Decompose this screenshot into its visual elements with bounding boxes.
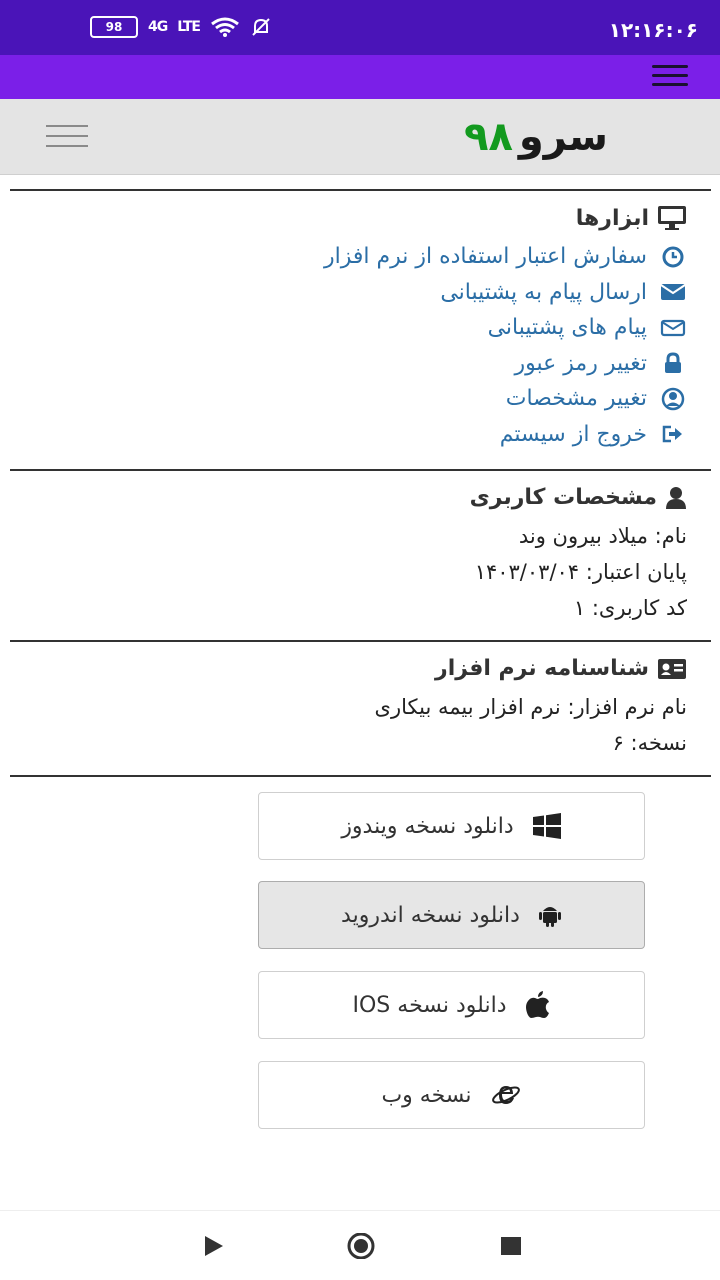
logout-link[interactable]	[34, 417, 687, 453]
software-version: نسخه: ۶	[612, 731, 687, 755]
signal-icon-2: LTE	[177, 19, 200, 35]
send-support-message-link[interactable]	[34, 275, 687, 311]
link-label: خروج از سیستم	[499, 421, 647, 447]
toggle-line	[46, 145, 88, 147]
user-code: کد کاربری: ۱	[573, 596, 687, 620]
battery-icon: 98	[90, 16, 138, 38]
software-info-heading	[34, 656, 687, 681]
android-icon	[538, 902, 562, 928]
system-nav-bar	[0, 1210, 720, 1280]
bell-muted-icon	[250, 16, 272, 38]
button-label: دانلود نسخه اندروید	[341, 902, 520, 928]
desktop-icon	[657, 205, 687, 231]
home-icon[interactable]	[344, 1233, 378, 1259]
sign-out-icon	[659, 424, 687, 444]
lock-icon	[659, 352, 687, 374]
button-label: نسخه وب	[381, 1082, 472, 1108]
software-info-title: شناسنامه نرم افزار	[435, 656, 649, 681]
support-messages-link[interactable]	[34, 310, 687, 346]
windows-icon	[532, 813, 562, 839]
back-icon[interactable]	[203, 1233, 225, 1259]
id-card-icon	[657, 658, 687, 680]
user-expiry: پایان اعتبار: ۱۴۰۳/۰۳/۰۴	[474, 560, 687, 584]
link-label: سفارش اعتبار استفاده از نرم افزار	[323, 244, 647, 270]
envelope-filled-icon	[659, 282, 687, 302]
user-name: نام: میلاد بیرون وند	[518, 524, 687, 548]
download-windows-button[interactable]	[258, 792, 645, 860]
clock-icon	[659, 246, 687, 268]
internet-explorer-icon	[490, 1081, 522, 1109]
change-profile-link[interactable]	[34, 381, 687, 417]
menu-line	[652, 74, 688, 77]
status-icons	[90, 16, 272, 38]
site-header	[0, 99, 720, 175]
toggle-line	[46, 125, 88, 127]
link-label: ارسال پیام به پشتیبانی	[440, 279, 647, 305]
change-password-link[interactable]	[34, 346, 687, 382]
content-bottom-rule	[10, 775, 711, 777]
software-name: نام نرم افزار: نرم افزار بیمه بیکاری	[374, 695, 687, 719]
software-info-section	[10, 640, 711, 775]
signal-icon: 4G	[148, 19, 168, 35]
user-info-heading	[34, 485, 687, 510]
status-bar	[0, 0, 720, 55]
wifi-icon	[210, 16, 240, 38]
apple-icon	[525, 991, 551, 1019]
recent-apps-icon[interactable]	[499, 1233, 523, 1259]
app-menu-button[interactable]	[652, 65, 688, 89]
user-circle-icon	[659, 387, 687, 411]
envelope-outline-icon	[659, 318, 687, 338]
tools-section	[10, 189, 711, 469]
logo[interactable]	[464, 114, 608, 160]
menu-line	[652, 65, 688, 68]
toggle-line	[46, 135, 88, 137]
link-label: تغییر مشخصات	[505, 386, 647, 412]
tools-title: ابزارها	[575, 205, 649, 231]
web-version-button[interactable]	[258, 1061, 645, 1129]
tools-heading	[34, 205, 687, 231]
download-ios-button[interactable]	[258, 971, 645, 1039]
download-android-button[interactable]	[258, 881, 645, 949]
button-label: دانلود نسخه IOS	[352, 992, 507, 1018]
menu-line	[652, 83, 688, 86]
main-content	[10, 189, 711, 777]
status-time: ۱۲:۱۶:۰۶	[608, 18, 698, 42]
button-label: دانلود نسخه ویندوز	[341, 813, 514, 839]
user-icon	[665, 486, 687, 510]
logo-number: ۹۸	[464, 114, 513, 160]
user-info-section	[10, 469, 711, 640]
navbar-toggle-button[interactable]	[46, 125, 88, 149]
link-label: تغییر رمز عبور	[514, 350, 647, 376]
app-bar	[0, 55, 720, 99]
logo-word: سرو	[518, 114, 608, 160]
link-label: پیام های پشتیبانی	[487, 315, 647, 341]
user-info-title: مشخصات کاربری	[469, 485, 657, 510]
order-credit-link[interactable]	[34, 239, 687, 275]
